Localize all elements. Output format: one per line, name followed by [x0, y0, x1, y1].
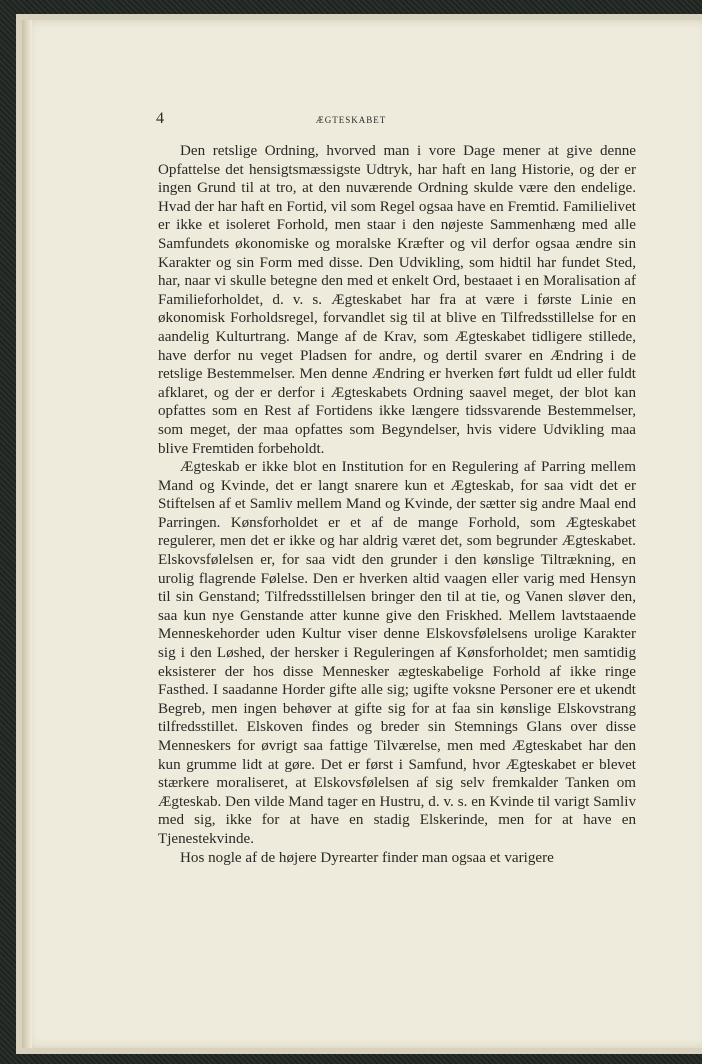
- paragraph: Ægteskab er ikke blot en Institution for en Regulering af Parring mellem Mand og Kvinde, det er langt snarere kun et Ægteskab, for saa vidt det er Stiftelsen af et Samliv mellem Mand og Kvinde, der sætter sig andre Maal end Parringen. Kønsforholdet er et af de mange Forhold, som Ægteskabet regulerer, men det er ikke og har aldrig været det, som begrunder Ægteskabet. Elskovsfølelsen er, for saa vidt den grunder i den kønslige Tiltrækning, en urolig flagrende Følelse. Den er hverken altid vaagen eller varig med Hensyn til sin Genstand; Tilfredsstillelsen bringer den til at tie, og Vanen sløver den, saa kun nye Genstande atter kunne give den Friskhed. Mellem lavtstaaende Menneskehorder uden Kultur viser denne Elskovsfølelsens urolige Karakter sig i den Løshed, der hersker i Reguleringen af Kønsforholdet; men samtidig eksisterer der hos disse Mennesker ægteskabelige Forhold af ikke ringe Fasthed. I saadanne Horder gifte alle sig; ugifte voksne Personer ere et ukendt Begreb, men ingen behøver at gifte sig for at faa sin kønslige Elskovstrang tilfredsstillet. Elskoven findes og breder sin Stemnings Glans over disse Menneskers for øvrigt saa fattige Tilværelse, men med Ægteskabet har den kun grumme lidt at gøre. Det er først i Samfund, hvor Ægteskabet er blevet stærkere moraliseret, at Elskovsfølelsen af sig selv fremkalder Tanken om Ægteskab. Den vilde Mand tager en Hustru, d. v. s. en Kvinde til varigt Samliv med sig, ikke for at have en stadig Elskerinde, men for at have en Tjenestekvinde.: [158, 459, 636, 847]
- paragraph: Hos nogle af de højere Dyrearter finder man ogsaa et varigere: [180, 849, 554, 866]
- running-title: ÆGTESKABET: [315, 115, 387, 125]
- page-number: 4: [156, 110, 164, 127]
- paragraph: Den retslige Ordning, hvorved man i vore Dage mener at give denne Opfattelse det hensigtsmæssigste Udtryk, har haft en lang Historie, og der er ingen Grund til at tro, at den nuværende Ordning skulde være den endelige. Hvad der har haft en Fortid, vil som Regel ogsaa have en Fremtid. Familielivet er ikke et isoleret Forhold, men staar i den nøjeste Sammenhæng med alle Samfundets økonomiske og moralske Kræfter og vil derfor ogsaa ændre sin Karakter og sin Form med disse. Den Udvikling, som hidtil har fundet Sted, har, naar vi skulle betegne den med et enkelt Ord, bestaaet i en Moralisation af Familieforholdet, d. v. s. Ægteskabet har fra at være i første Linie en økonomisk Forholdsregel, forvandlet sig til at blive en Tilfredsstillelse for en aandelig Kulturtrang. Mange af de Krav, som Ægteskabet tidligere stillede, have derfor nu veget Pladsen for andre, og dertil svarer en Ændring i de retslige Bestemmelser. Men denne Ændring er hverken ført fuldt ud eller fuldt afklaret, og der er derfor i Ægteskabets Ordning saavel meget, der blot kan opfattes som en Rest af Fortidens ikke længere tidssvarende Bestemmelser, som meget, der maa opfattes som Begyndelser, hvis videre Udvikling maa blive Fremtiden forbeholdt.: [158, 143, 636, 457]
- page-gutter: [22, 20, 32, 1048]
- body-text: [158, 142, 636, 867]
